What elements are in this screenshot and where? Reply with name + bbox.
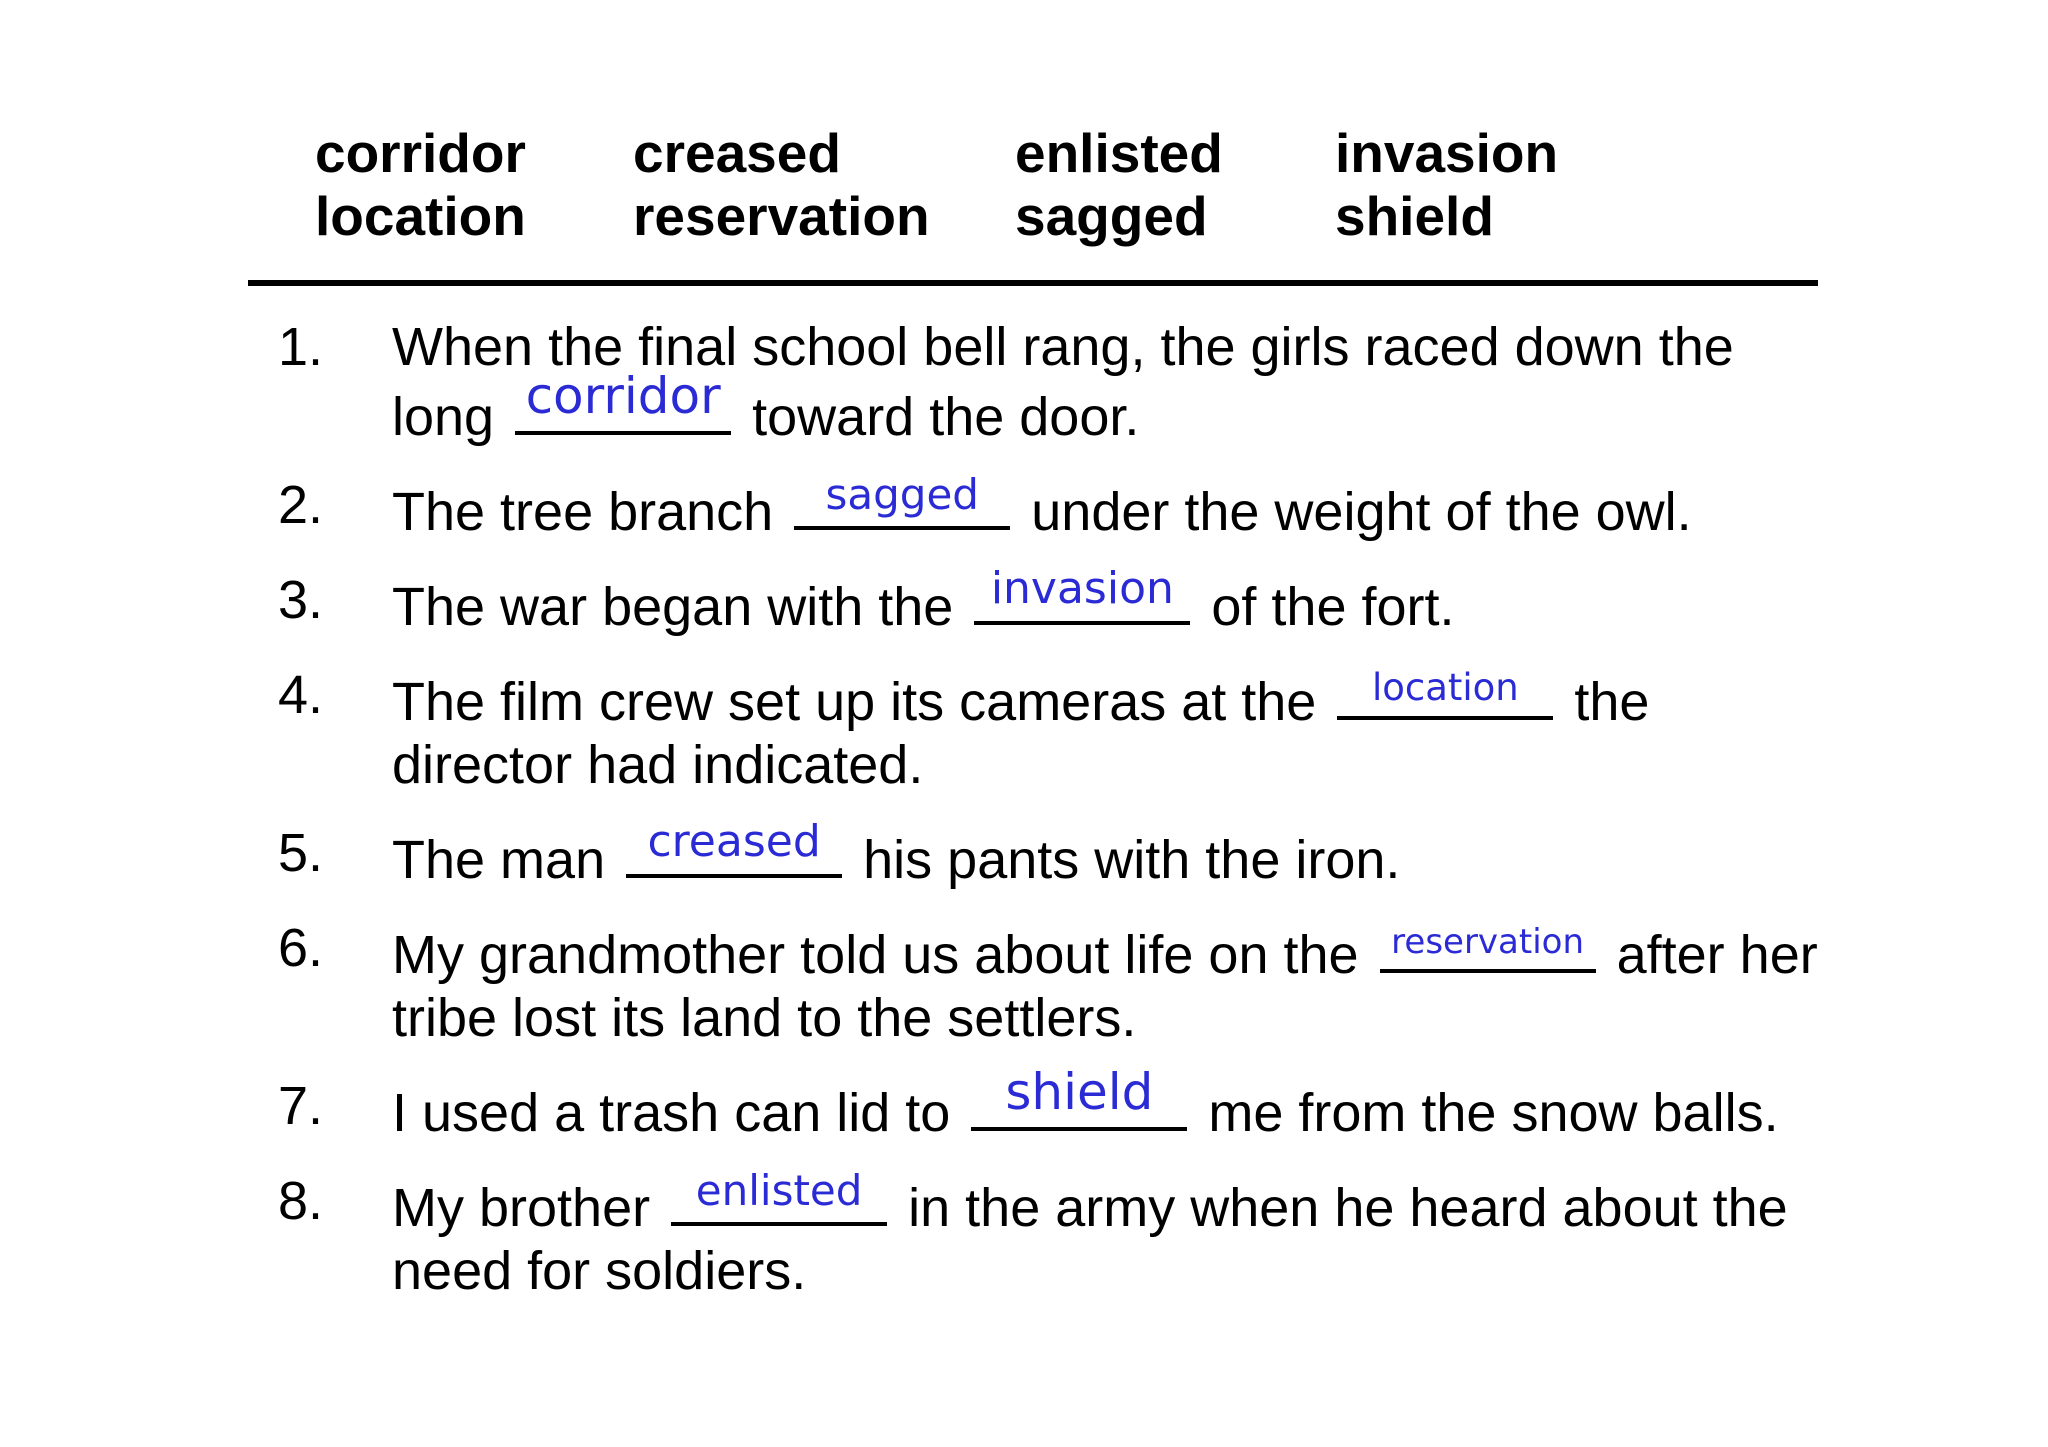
item-sentence: [392, 1063, 1838, 1145]
word-bank-word: location: [315, 185, 526, 247]
answer-blank[interactable]: [626, 816, 842, 878]
word-bank-word: sagged: [1015, 185, 1208, 247]
item-number: 5.: [278, 823, 324, 883]
sentence-before: The man: [392, 830, 606, 890]
divider-line: [248, 280, 1818, 286]
sentence-before: The film crew set up its cameras at the: [392, 672, 1317, 732]
sentence-before: The tree branch: [392, 482, 774, 542]
sentence-before: The war began with the: [392, 577, 954, 637]
answer-text: invasion: [990, 563, 1174, 614]
exercise-item: [278, 316, 1838, 449]
answer-blank[interactable]: [515, 367, 731, 435]
word-bank: [315, 122, 1635, 248]
item-sentence: [392, 816, 1838, 892]
answer-text: corridor: [525, 367, 721, 425]
sentence-after: under the weight of the owl.: [1031, 482, 1692, 542]
answer-blank[interactable]: [971, 1063, 1187, 1131]
answer-text: enlisted: [695, 1166, 863, 1215]
answer-text: reservation: [1391, 922, 1585, 962]
item-number: 1.: [278, 317, 324, 377]
sentence-before: I used a trash can lid to: [392, 1083, 951, 1143]
sentence-before: My grandmother told us about life on the: [392, 925, 1359, 985]
sentence-before: My brother: [392, 1178, 651, 1238]
exercise-item: [278, 1063, 1838, 1145]
answer-text: sagged: [825, 470, 979, 519]
sentence-after: in the army when he heard about the need for soldiers.: [392, 1178, 1788, 1301]
word-bank-word: reservation: [633, 185, 930, 247]
exercise-item: [278, 816, 1838, 892]
item-sentence: [392, 1166, 1838, 1303]
answer-blank[interactable]: [1337, 664, 1553, 720]
word-bank-word: shield: [1335, 185, 1494, 247]
item-sentence: [392, 316, 1838, 449]
answer-blank[interactable]: [671, 1166, 887, 1226]
exercise-item: [278, 1166, 1838, 1303]
answer-blank[interactable]: [974, 563, 1190, 625]
answer-blank[interactable]: [1380, 917, 1596, 973]
word-bank-column: [633, 122, 1015, 248]
sentence-after: toward the door.: [752, 387, 1140, 447]
item-number: 6.: [278, 918, 324, 978]
word-bank-column: [1335, 122, 1635, 248]
sentence-after: after her tribe lost its land to the settlers.: [392, 925, 1818, 1048]
word-bank-word: corridor: [315, 122, 526, 184]
sentence-before: When the final school bell rang, the girls raced down the long: [392, 317, 1734, 447]
sentence-after: the director had indicated.: [392, 672, 1650, 795]
item-sentence: [392, 563, 1838, 639]
item-number: 4.: [278, 665, 324, 725]
word-bank-word: enlisted: [1015, 122, 1223, 184]
item-sentence: [392, 664, 1838, 797]
answer-text: creased: [647, 816, 821, 867]
answer-text: shield: [1005, 1063, 1154, 1121]
exercise-item: [278, 917, 1838, 1050]
item-number: 8.: [278, 1171, 324, 1231]
word-bank-column: [1015, 122, 1335, 248]
item-sentence: [392, 917, 1838, 1050]
item-number: 3.: [278, 570, 324, 630]
exercise-item: [278, 664, 1838, 797]
sentence-after: his pants with the iron.: [863, 830, 1401, 890]
exercise-item: [278, 470, 1838, 544]
item-number: 7.: [278, 1076, 324, 1136]
sentence-after: of the fort.: [1211, 577, 1455, 637]
item-number: 2.: [278, 475, 324, 535]
item-sentence: [392, 470, 1838, 544]
word-bank-word: creased: [633, 122, 841, 184]
answer-text: location: [1371, 666, 1519, 709]
word-bank-column: [315, 122, 633, 248]
answer-blank[interactable]: [794, 470, 1010, 530]
exercise-list: [278, 316, 1838, 1328]
exercise-item: [278, 563, 1838, 639]
word-bank-word: invasion: [1335, 122, 1559, 184]
sentence-after: me from the snow balls.: [1208, 1083, 1779, 1143]
